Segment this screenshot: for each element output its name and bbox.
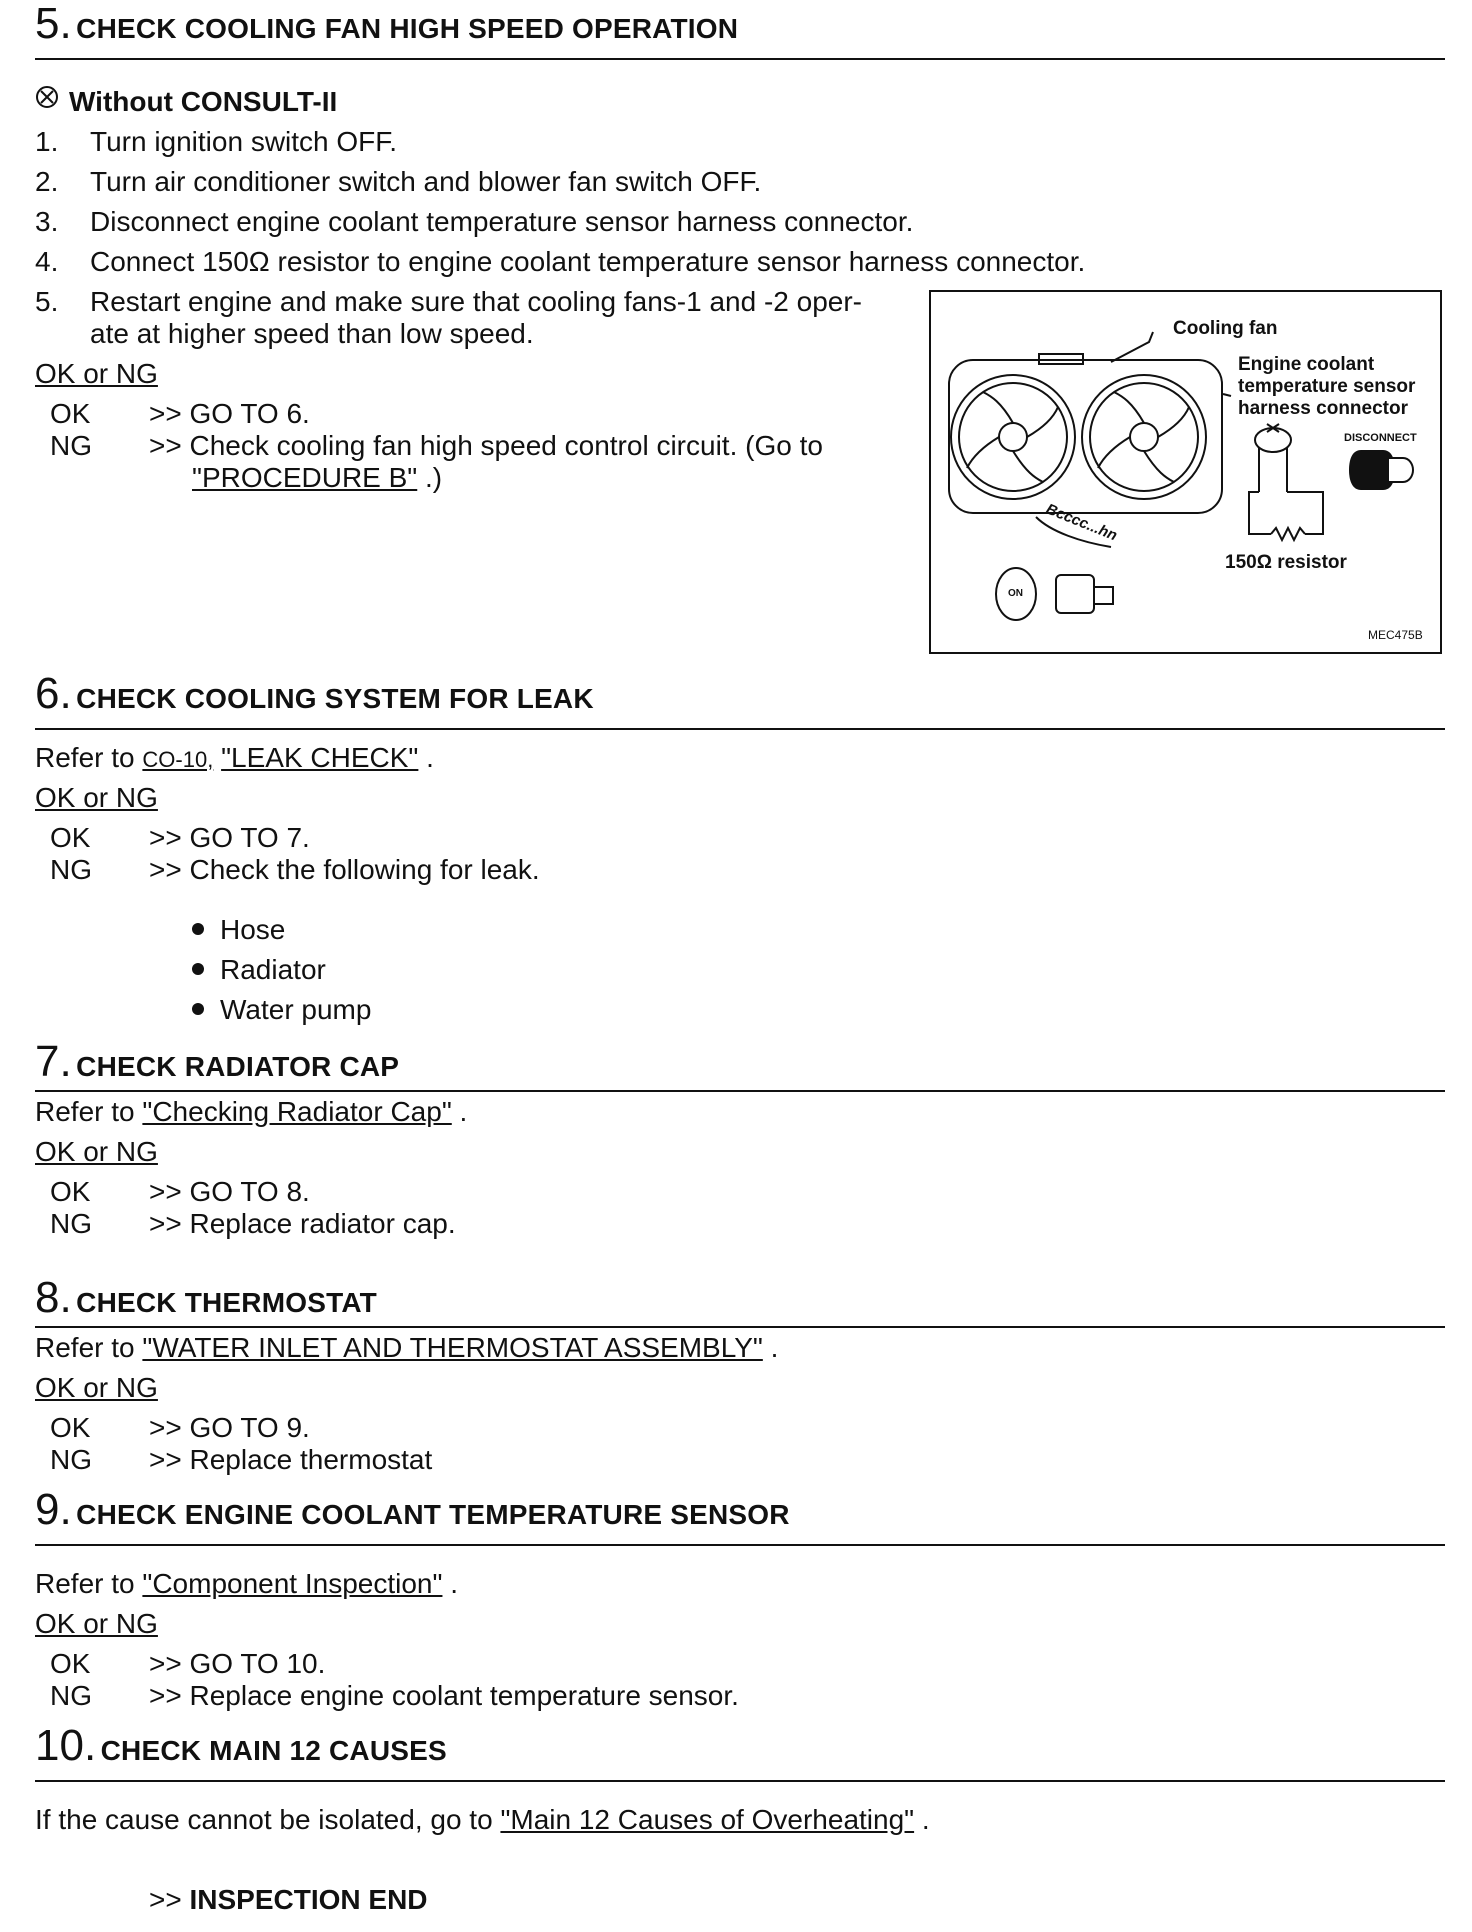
- refer-line: Refer to "Checking Radiator Cap" .: [35, 1096, 468, 1127]
- list-item-continuation: ate at higher speed than low speed.: [90, 318, 534, 349]
- ok-row: OK >> GO TO 9.: [50, 1412, 310, 1443]
- step-number: 8.: [35, 1273, 72, 1322]
- co-10-link[interactable]: CO-10,: [142, 747, 214, 772]
- cooling-fan-label: Cooling fan: [1173, 318, 1278, 339]
- consult-mode-heading: [35, 84, 337, 118]
- list-item: Hose: [192, 914, 285, 946]
- connector-label-line-2: temperature sensor: [1238, 376, 1416, 397]
- ok-or-ng-label: OK or NG: [35, 1608, 158, 1639]
- step-title: CHECK THERMOSTAT: [76, 1287, 377, 1318]
- resistor-label: 150Ω resistor: [1225, 552, 1347, 573]
- ok-or-ng-label: OK or NG: [35, 782, 158, 813]
- list-item: 2. Turn air conditioner switch and blower fan switch OFF.: [35, 166, 762, 197]
- step-10-header: [35, 1721, 1445, 1782]
- no-consult-icon: [35, 84, 59, 108]
- bullet-icon: [192, 963, 204, 975]
- figure-code: MEC475B: [1368, 628, 1423, 642]
- ng-row: NG >> Replace radiator cap.: [50, 1208, 456, 1239]
- mode-label: Without CONSULT-II: [69, 86, 338, 117]
- list-item: 5. Restart engine and make sure that cooling fans-1 and -2 oper-: [35, 286, 863, 317]
- checking-radiator-cap-link[interactable]: "Checking Radiator Cap": [142, 1096, 452, 1127]
- list-item: 4. Connect 150Ω resistor to engine coolant temperature sensor harness connector.: [35, 246, 1086, 277]
- step-9-header: [35, 1485, 1445, 1546]
- ok-row: OK >> GO TO 7.: [50, 822, 310, 853]
- ignition-on-label: ON: [1008, 588, 1023, 599]
- ng-row: NG >> Replace engine coolant temperature sensor.: [50, 1680, 739, 1711]
- ok-or-ng-label: OK or NG: [35, 1136, 158, 1167]
- step-8-header: [35, 1273, 1445, 1328]
- list-item: 1. Turn ignition switch OFF.: [35, 126, 398, 157]
- list-item: Water pump: [192, 994, 371, 1026]
- step-number: 9.: [35, 1485, 72, 1534]
- inspection-end: >> INSPECTION END: [149, 1884, 428, 1915]
- refer-line: Refer to "WATER INLET AND THERMOSTAT ASSEMBLY" .: [35, 1332, 779, 1363]
- ng-row-continuation: "PROCEDURE B" .): [192, 462, 443, 493]
- ng-row: NG >> Replace thermostat: [50, 1444, 433, 1475]
- cooling-fan-figure: [929, 290, 1442, 654]
- step-6-header: [35, 669, 1445, 730]
- ok-row: OK >> GO TO 10.: [50, 1648, 326, 1679]
- step-title: CHECK RADIATOR CAP: [76, 1051, 400, 1082]
- step-number: 5.: [35, 0, 72, 48]
- step-number: 7.: [35, 1037, 72, 1086]
- step-number: 6.: [35, 669, 72, 718]
- step-7-header: [35, 1037, 1445, 1092]
- ok-or-ng-label: OK or NG: [35, 358, 158, 389]
- ng-row: NG >> Check cooling fan high speed control circuit. (Go to: [50, 430, 823, 461]
- ok-row: OK >> GO TO 6.: [50, 398, 310, 429]
- leak-check-link[interactable]: "LEAK CHECK": [221, 742, 419, 773]
- step-title: CHECK COOLING FAN HIGH SPEED OPERATION: [76, 13, 739, 44]
- main-12-causes-link[interactable]: "Main 12 Causes of Overheating": [500, 1804, 915, 1835]
- connector-label-line-1: Engine coolant: [1238, 354, 1375, 375]
- fan-sound-label: Bcccc...hn: [1043, 500, 1120, 545]
- list-item: 3. Disconnect engine coolant temperature sensor harness connector.: [35, 206, 914, 237]
- ok-or-ng-label: OK or NG: [35, 1372, 158, 1403]
- refer-line: Refer to "Component Inspection" .: [35, 1568, 459, 1599]
- step-5-header: [35, 2, 1445, 60]
- procedure-b-link[interactable]: "PROCEDURE B": [192, 462, 418, 493]
- disconnect-label: DISCONNECT: [1344, 432, 1417, 444]
- step-title: CHECK ENGINE COOLANT TEMPERATURE SENSOR: [76, 1499, 790, 1530]
- connector-label-line-3: harness connector: [1238, 398, 1408, 419]
- refer-line: If the cause cannot be isolated, go to "Main 12 Causes of Overheating" .: [35, 1804, 930, 1835]
- refer-line: Refer to CO-10, "LEAK CHECK" .: [35, 742, 434, 773]
- ok-row: OK >> GO TO 8.: [50, 1176, 310, 1207]
- bullet-icon: [192, 923, 204, 935]
- step-title: CHECK MAIN 12 CAUSES: [100, 1735, 447, 1766]
- ng-row: NG >> Check the following for leak.: [50, 854, 540, 885]
- water-inlet-thermostat-link[interactable]: "WATER INLET AND THERMOSTAT ASSEMBLY": [142, 1332, 763, 1363]
- list-item: Radiator: [192, 954, 326, 986]
- component-inspection-link[interactable]: "Component Inspection": [142, 1568, 443, 1599]
- bullet-icon: [192, 1003, 204, 1015]
- step-title: CHECK COOLING SYSTEM FOR LEAK: [76, 683, 594, 714]
- step-number: 10.: [35, 1721, 97, 1770]
